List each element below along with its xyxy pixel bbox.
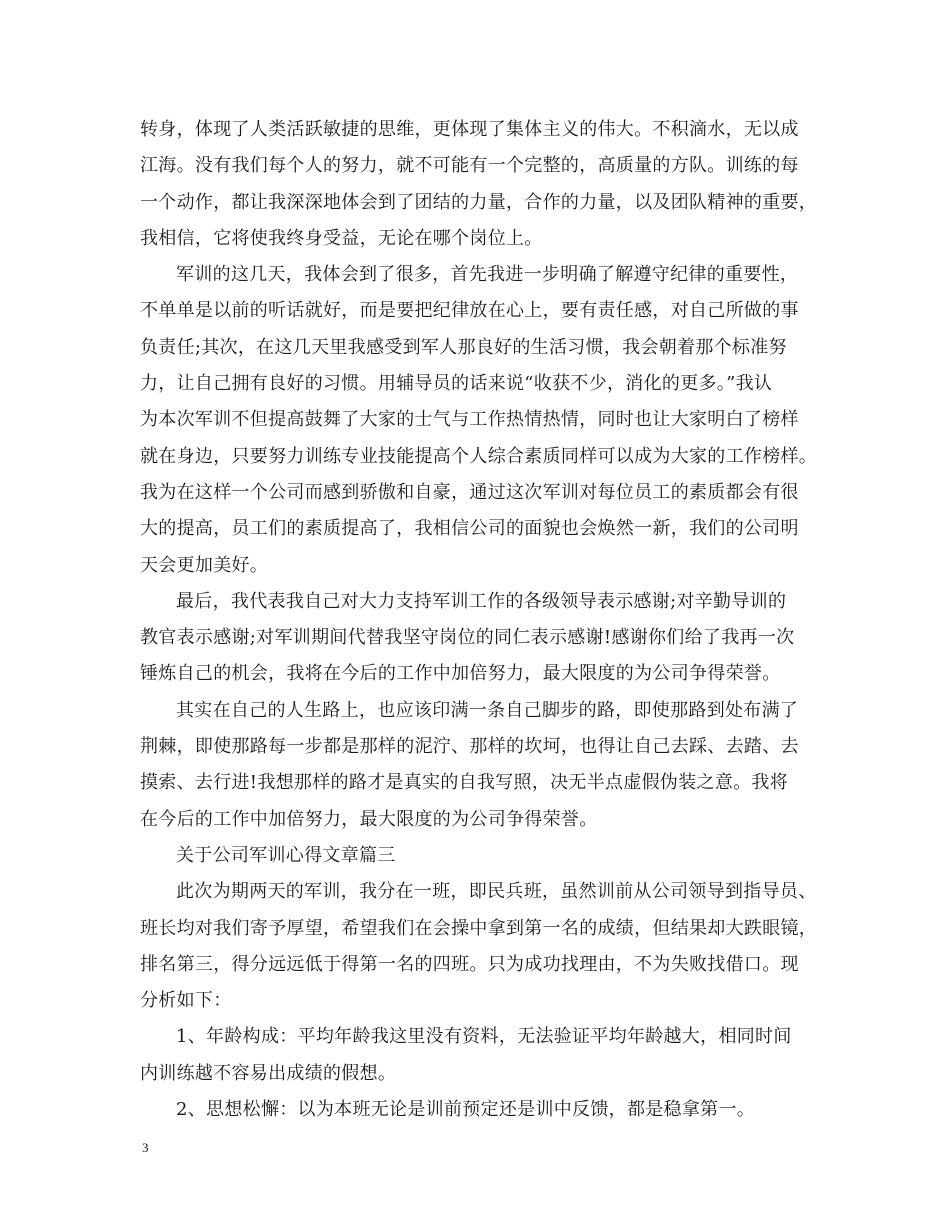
text-line: 军训的这几天，我体会到了很多，首先我进一步明确了解遵守纪律的重要性， xyxy=(176,264,799,286)
text-line: 就在身边，只要努力训练专业技能提高个人综合素质同样可以成为大家的工作榜样。 xyxy=(140,445,818,467)
text-line: 关于公司军训心得文章篇三 xyxy=(176,844,396,866)
text-line: 在今后的工作中加倍努力，最大限度的为公司争得荣誉。 xyxy=(140,808,598,830)
text-line: 负责任;其次，在这几天里我感受到军人那良好的生活习惯，我会朝着那个标准努 xyxy=(140,336,787,358)
text-line: 我为在这样一个公司而感到骄傲和自豪，通过这次军训对每位员工的素质都会有很 xyxy=(140,481,799,503)
text-line: 大的提高，员工们的素质提高了，我相信公司的面貌也会焕然一新，我们的公司明 xyxy=(140,518,799,540)
text-line: 排名第三，得分远远低于得第一名的四班。只为成功找理由，不为失败找借口。现 xyxy=(140,953,799,975)
text-line: 内训练越不容易出成绩的假想。 xyxy=(140,1062,397,1084)
text-line: 分析如下： xyxy=(140,990,232,1012)
body-text xyxy=(140,112,820,1128)
text-line: 2、思想松懈：以为本班无论是训前预定还是训中反馈，都是稳拿第一。 xyxy=(176,1099,756,1121)
text-line: 锤炼自己的机会，我将在今后的工作中加倍努力，最大限度的为公司争得荣誉。 xyxy=(140,663,781,685)
text-line: 教官表示感谢;对军训期间代替我坚守岗位的同仁表示感谢!感谢你们给了我再一次 xyxy=(140,627,795,649)
text-line: 江海。没有我们每个人的努力，就不可能有一个完整的，高质量的方队。训练的每 xyxy=(140,155,799,177)
text-line: 摸索、去行进!我想那样的路才是真实的自我写照，决无半点虚假伪装之意。我将 xyxy=(140,772,789,794)
text-line: 天会更加美好。 xyxy=(140,554,269,576)
text-line: 转身，体现了人类活跃敏捷的思维，更体现了集体主义的伟大。不积滴水，无以成 xyxy=(140,119,799,140)
text-line: 力，让自己拥有良好的习惯。用辅导员的话来说“收获不少，消化的更多。”我认 xyxy=(140,373,773,395)
text-line: 一个动作，都让我深深地体会到了团结的力量，合作的力量，以及团队精神的重要， xyxy=(140,191,818,213)
text-line: 班长均对我们寄予厚望，希望我们在会操中拿到第一名的成绩，但结果却大跌眼镜， xyxy=(140,917,818,939)
text-line: 荆棘，即使那路每一步都是那样的泥泞、那样的坎坷，也得让自己去踩、去踏、去 xyxy=(140,736,799,758)
text-line: 1、年龄构成：平均年龄我这里没有资料，无法验证平均年龄越大，相同时间 xyxy=(176,1026,792,1048)
text-line: 最后，我代表我自己对大力支持军训工作的各级领导表示感谢;对辛勤导训的 xyxy=(176,590,787,612)
text-line: 此次为期两天的军训，我分在一班，即民兵班，虽然训前从公司领导到指导员、 xyxy=(176,881,817,903)
text-line: 其实在自己的人生路上，也应该印满一条自己脚步的路，即使那路到处布满了 xyxy=(176,699,799,721)
text-line: 不单单是以前的听话就好，而是要把纪律放在心上，要有责任感，对自己所做的事 xyxy=(140,300,799,322)
text-line: 为本次军训不但提高鼓舞了大家的士气与工作热情热情，同时也让大家明白了榜样 xyxy=(140,409,799,431)
text-line: 我相信，它将使我终身受益，无论在哪个岗位上。 xyxy=(140,227,543,249)
page-number: 3 xyxy=(142,1140,149,1155)
